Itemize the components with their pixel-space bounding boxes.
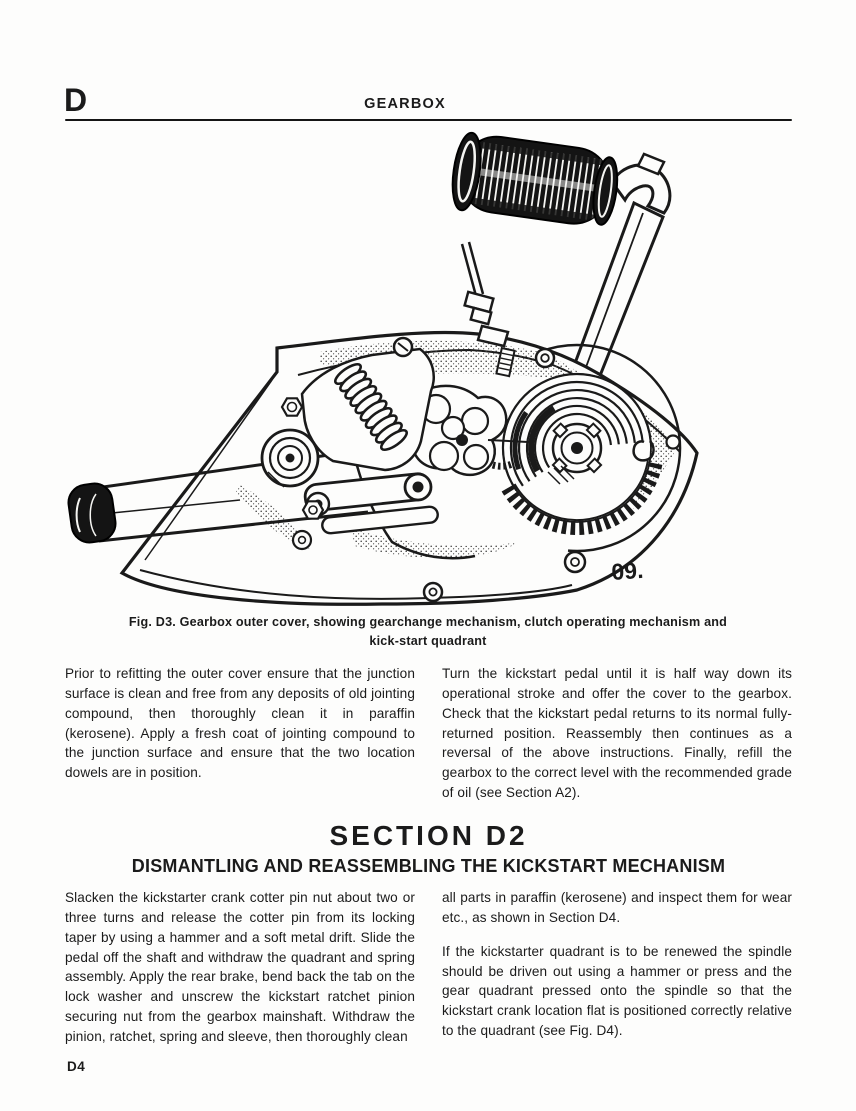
artist-signature: 09. xyxy=(610,556,645,585)
section-d2-left-column xyxy=(65,888,415,1061)
refitting-left-column xyxy=(65,664,415,817)
clutch-cable xyxy=(462,242,508,346)
section-d2-subtitle: DISMANTLING AND REASSEMBLING THE KICKSTART MECHANISM xyxy=(131,856,726,876)
refitting-right-paragraph: Turn the kickstart pedal until it is half way down its operational stroke and offer the cover to the gearbox. Check that the kickstart pedal returns to its normal fully-returned position. Reassembly then continues as a reversal of the above instructions. Finally, refill the gearbox to the correct level with the recommended grade of oil (see Section A2). xyxy=(442,666,792,801)
figure-caption: Fig. D3. Gearbox outer cover, showing gearchange mechanism, clutch operating mechanism and kick-start quadrant xyxy=(128,615,728,648)
section-d2-left-paragraph: Slacken the kickstarter crank cotter pin nut about two or three turns and release the cotter pin from its locking taper by using a hammer and a soft metal drift. Slide the pedal off the shaft and withdraw the quadrant and spring assembly. Apply the rear brake, bend back the tab on the lock washer and unscrew the kickstart ratchet pinion securing nut from the gearbox mainshaft. Withdraw the pinion, ratchet, spring and sleeve, then thoroughly clean xyxy=(65,890,415,1044)
gearchange-spindle-boss xyxy=(262,430,318,487)
section-d2-title: SECTION D2 xyxy=(329,820,528,851)
refitting-right-column xyxy=(442,664,792,817)
page-number: D4 xyxy=(67,1059,86,1074)
section-d2-text xyxy=(65,888,792,1061)
refitting-left-paragraph: Prior to refitting the outer cover ensure that the junction surface is clean and free from any deposits of old jointing compound, then thoroughly clean it in paraffin (kerosene). Apply a fresh coat of jointing compound to the junction surface and ensure that the two location dowels are in position. xyxy=(65,666,415,781)
figure-illustration xyxy=(0,120,856,610)
section-d2-right-paragraph-2: If the kickstarter quadrant is to be renewed the spindle should be driven out using a hammer or press and the gear quadrant pressed onto the spindle so that the kickstart crank location flat is positioned correctly relative to the quadrant (see Fig. D4). xyxy=(442,943,792,1039)
refitting-text xyxy=(65,664,792,817)
kickstart-pedal-grip xyxy=(448,131,621,231)
section-d2-right-column xyxy=(442,888,792,1061)
section-letter: D xyxy=(64,82,89,118)
page-header-title: GEARBOX xyxy=(364,96,446,112)
figure-d3 xyxy=(0,120,856,610)
section-d2-right-paragraph-1: all parts in paraffin (kerosene) and inspect them for wear etc., as shown in Section D4. xyxy=(442,890,792,925)
